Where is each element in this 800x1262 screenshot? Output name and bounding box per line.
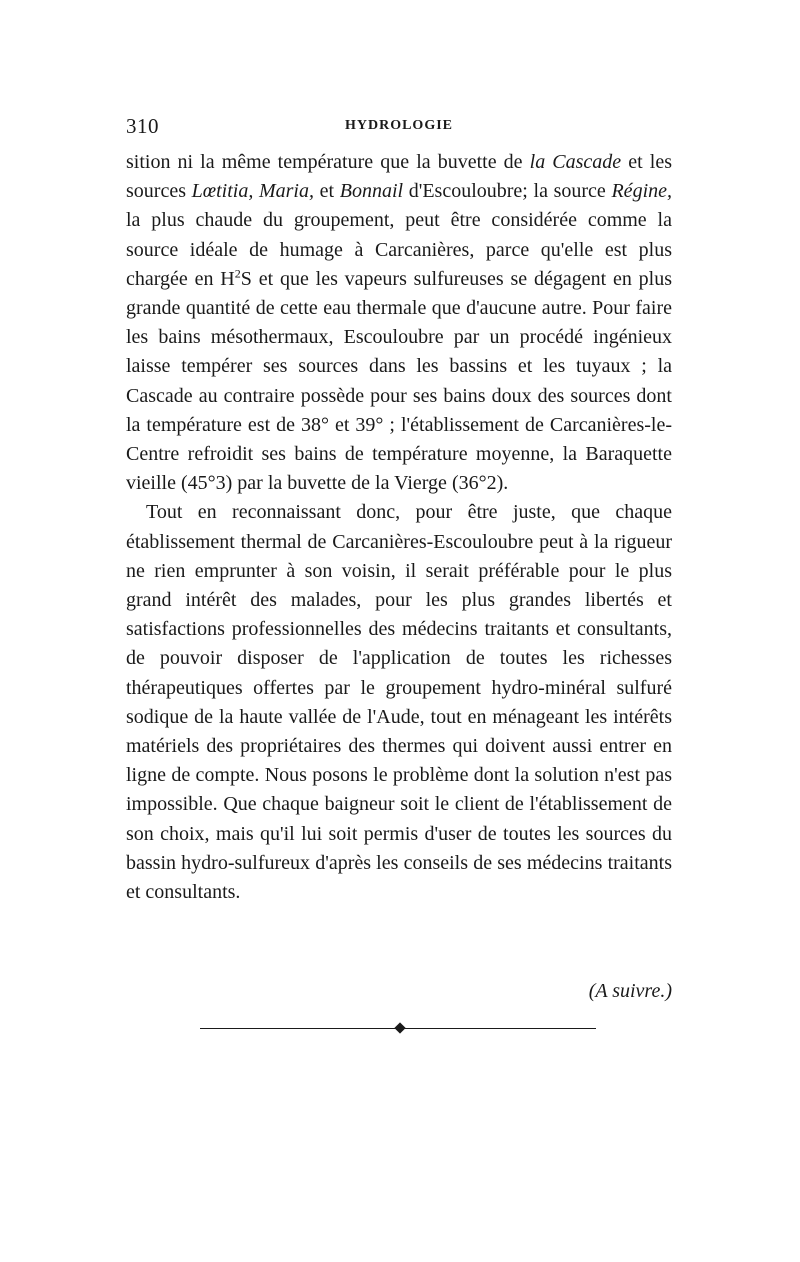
diamond-ornament-icon [394, 1022, 405, 1033]
italic-run: Bonnail [339, 180, 404, 203]
page-number: 310 [126, 114, 159, 138]
running-title: HYDROLOGIE [344, 118, 453, 133]
italic-run: Régine, [611, 180, 672, 203]
paragraph-2: Tout en reconnaissant donc, pour être juste, que chaque établissement thermal de Carcanières-Escouloubre peut à la rigueur ne rien emprunter à son voisin, il serait préférable pour le plus grand intérêt des malades, pour les plus grandes libertés et satisfactions professionnelles des médecins traitants et consultants, de pouvoir disposer de l'application de toutes les richesses thérapeutiques offertes par le groupement hydro-minéral sulfuré sodique de la haute vallée de l'Aude, tout en ménageant les intérêts matériels des propriétaires des thermes qui doivent aussi entrer en ligne de compte. Nous posons le problème dont la solution n'est pas impossible. Que chaque baigneur soit le client de l'établissement de son choix, mais qu'il lui soit permis d'user de toutes les sources du bassin hydro-sulfureux d'après les conseils de ses médecins traitants et consultants. [126, 501, 672, 904]
text-run: S et que les vapeurs sulfureuses se dégagent en plus grande quantité de cette eau thermale que d'aucune autre. Pour faire les bains mésothermaux, Escouloubre par un procédé ingénieux laisse tempérer ses sources dans les bassins et les tuyaux ; la Cascade au contraire possède pour ses bains doux des sources dont la température est de 38° et 39° ; l'établissement de Carcanières-le-Centre refroidit ses bains de température moyenne, la Baraquette vieille (45°3) par la buvette de la Vierge (36°2). [126, 267, 672, 495]
to-be-continued-text: (A suivre.) [588, 980, 672, 1002]
text-run: et [313, 180, 340, 203]
end-divider [200, 1024, 596, 1034]
text-run: et les sources [126, 151, 672, 203]
superscript: 2 [234, 266, 241, 281]
text-run: la plus chaude du groupement, peut être considérée comme la source idéale de humage à Carcanières, parce qu'elle est plus chargée en H [126, 209, 672, 290]
text-run: d'Escouloubre; la source [403, 180, 612, 203]
italic-run: la Cascade [529, 151, 622, 173]
text-run: sition ni la même température que la buvette de [126, 151, 530, 173]
paragraph-1 [126, 148, 672, 498]
page-header [126, 114, 672, 146]
to-be-continued [589, 980, 672, 1003]
text-body [126, 148, 672, 907]
italic-run: Lœtitia, Maria, [191, 180, 314, 203]
